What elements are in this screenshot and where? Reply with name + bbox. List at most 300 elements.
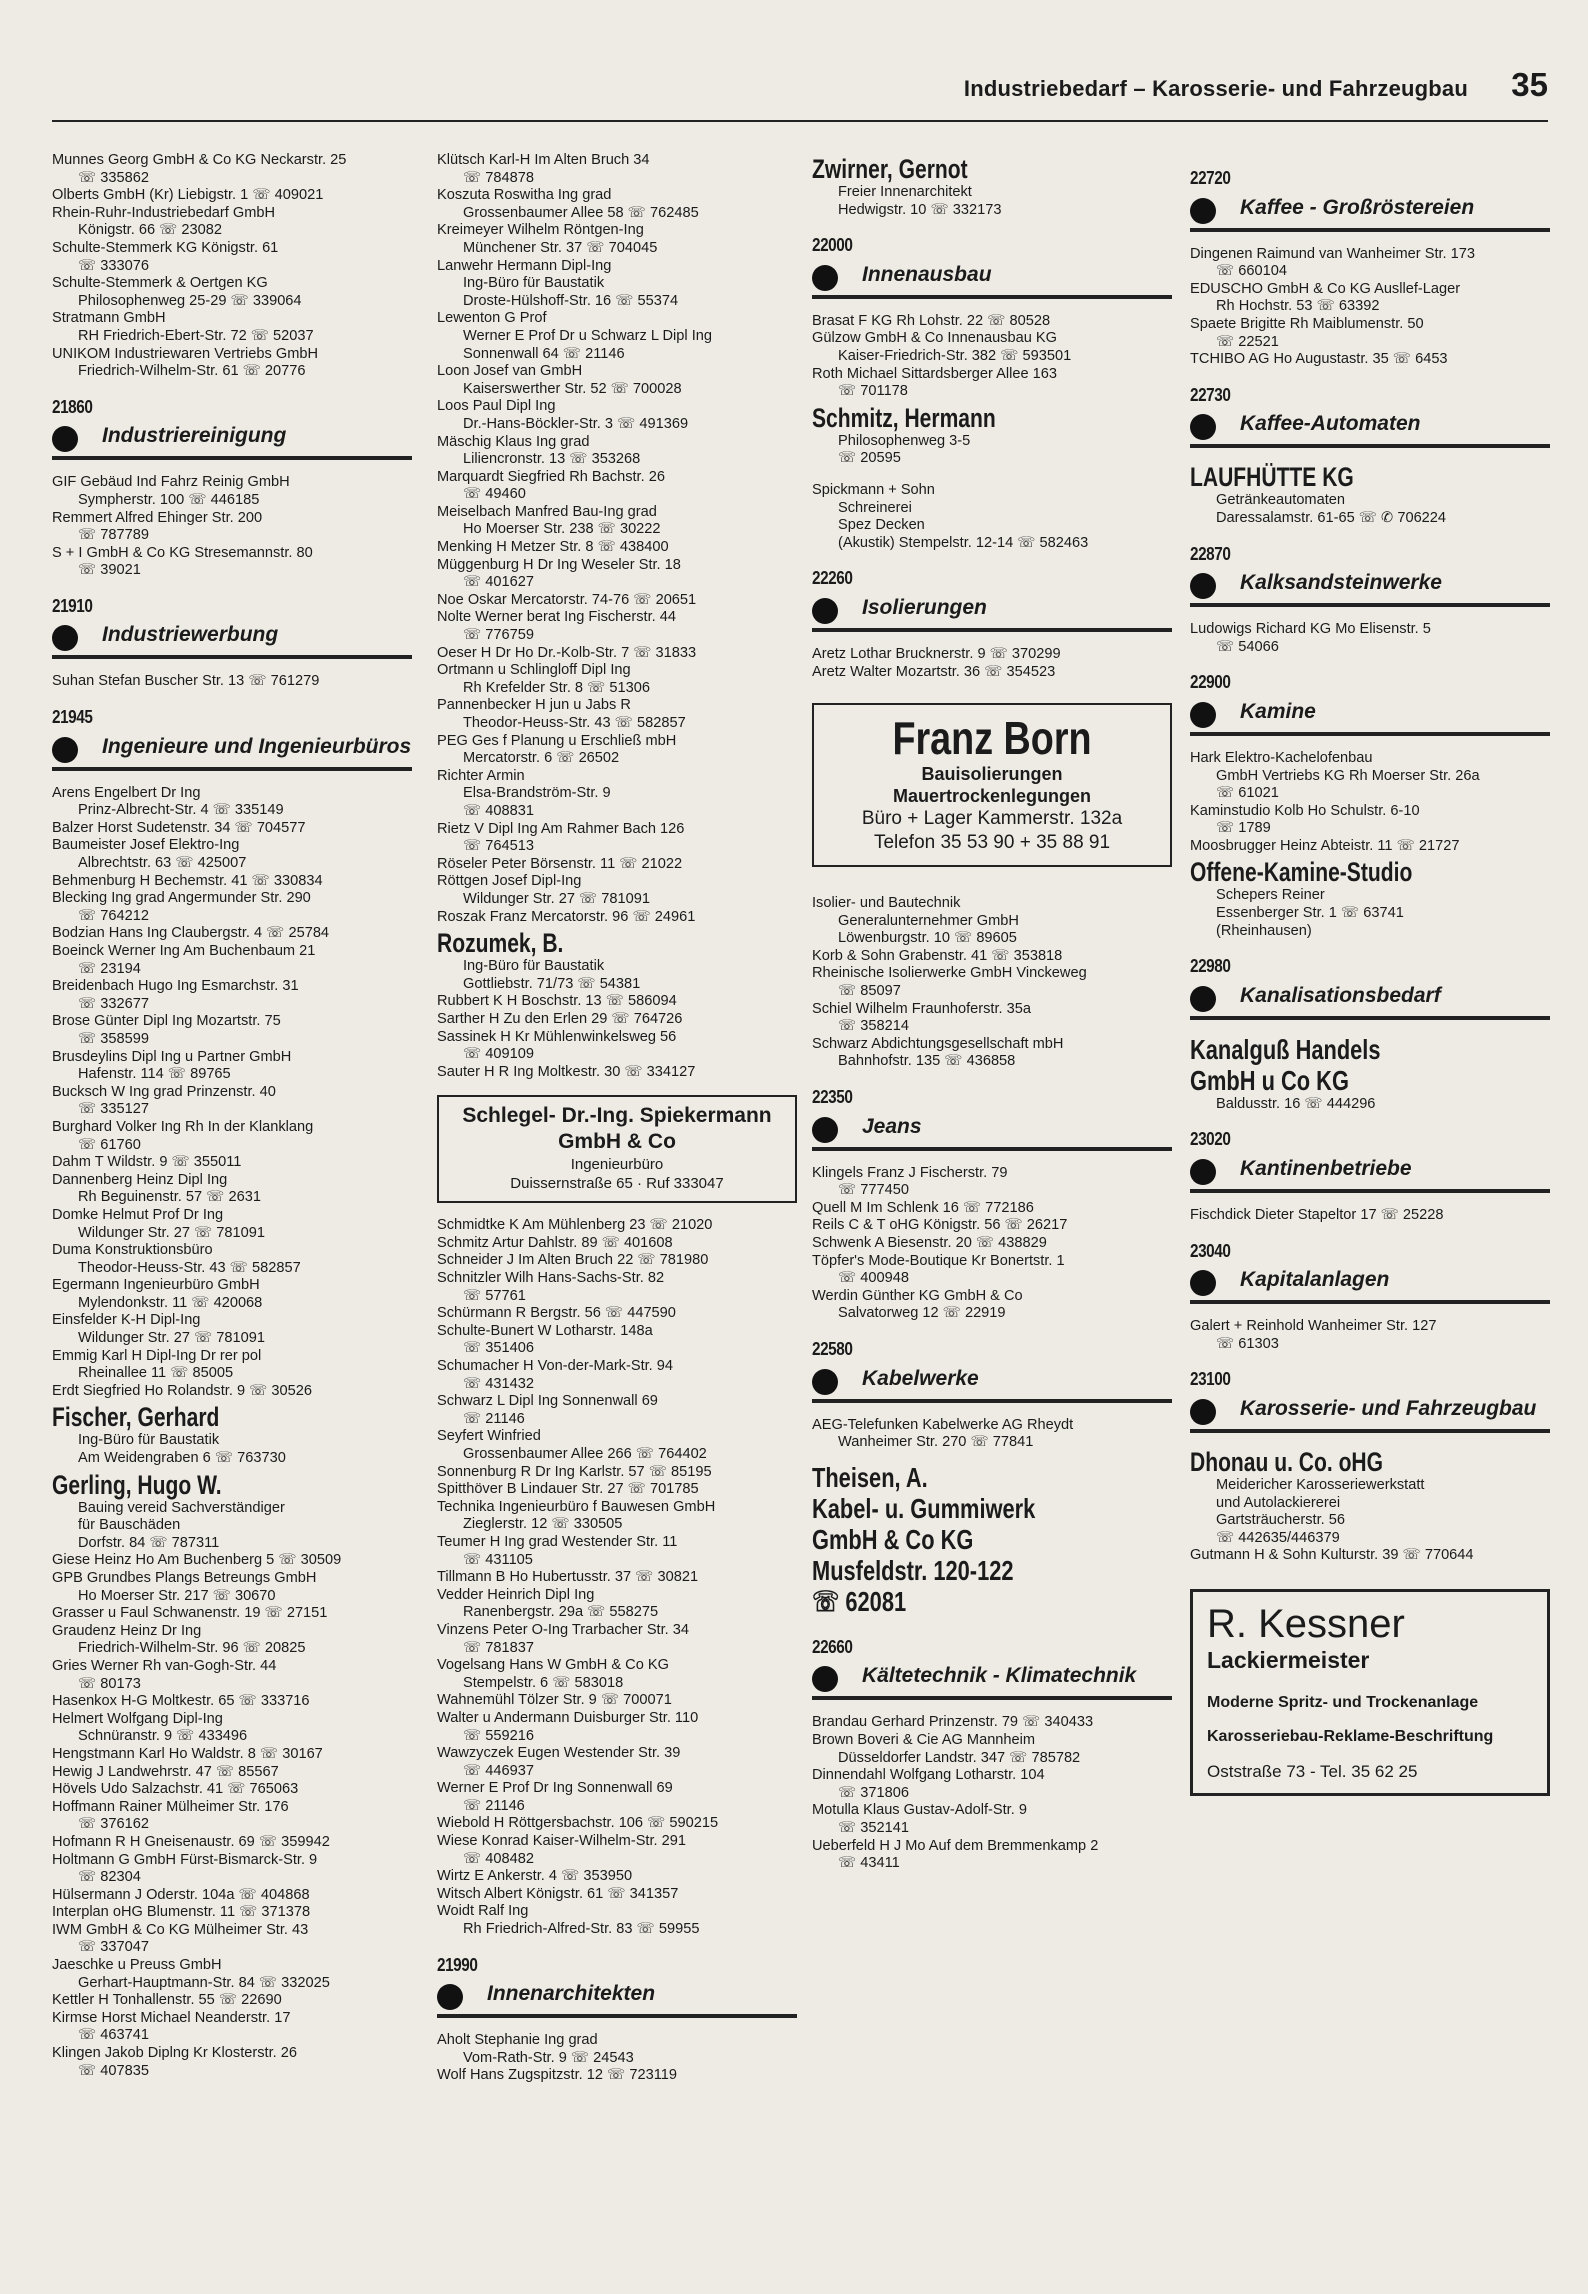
bullet-icon (812, 1666, 838, 1692)
directory-entry (812, 482, 1172, 552)
category-heading (52, 623, 412, 659)
entry-name: Bucksch W Ing grad Prinzenstr. 40 (52, 1083, 276, 1100)
directory-entry (52, 1312, 412, 1347)
spacer (812, 468, 1172, 482)
entry-detail: ☏ 23194 (78, 960, 141, 977)
ad-line: Schlegel- Dr.-Ing. Spiekermann (462, 1104, 772, 1128)
directory-entry (812, 1001, 1172, 1036)
entry-detail: Königstr. 66 ☏ 23082 (78, 222, 223, 239)
entry-name: Spaete Brigitte Rh Maiblumenstr. 50 (1190, 315, 1424, 332)
directory-entry (52, 1658, 412, 1693)
entry-name: Oeser H Dr Ho Dr.-Kolb-Str. 7 ☏ 31833 (437, 644, 697, 661)
entry-name: Graudenz Heinz Dr Ing (52, 1622, 202, 1639)
entry-detail: ☏ 22521 (1216, 333, 1279, 350)
category-code: 21990 (437, 1954, 478, 1975)
category-section (812, 237, 1172, 299)
directory-entry (437, 645, 797, 663)
directory-entry (52, 1693, 412, 1711)
entry-name: UNIKOM Industriewaren Vertriebs GmbH (52, 345, 319, 362)
directory-entry (1190, 838, 1550, 856)
directory-entry (437, 1569, 797, 1587)
directory-entry (52, 890, 412, 925)
entry-name: Schwarz Abdichtungsgesellschaft mbH (812, 1035, 1064, 1052)
category-heading (1190, 1268, 1550, 1304)
directory-entry (1190, 1207, 1550, 1225)
entry-detail: Salvatorweg 12 ☏ 22919 (838, 1305, 1006, 1322)
bullet-icon (52, 625, 78, 651)
entry-name: Breidenbach Hugo Ing Esmarchstr. 31 (52, 978, 299, 995)
entry-name: Klingen Jakob Diplng Kr Klosterstr. 26 (52, 2045, 297, 2062)
entry-name: Schürmann R Bergstr. 56 ☏ 447590 (437, 1305, 676, 1322)
directory-entry (437, 1534, 797, 1569)
entry-detail: Sonnenwall 64 ☏ 21146 (463, 345, 625, 362)
category-section (1190, 1240, 1550, 1305)
featured-entry (52, 1402, 412, 1467)
featured-entry (437, 928, 797, 993)
directory-entry (437, 222, 797, 257)
entry-detail: Stempelstr. 6 ☏ 583018 (463, 1674, 624, 1691)
entry-detail: ☏ 61760 (78, 1136, 141, 1153)
firm-line: Musfeldstr. 120-122 (812, 1554, 1014, 1586)
entry-detail: Zieglerstr. 12 ☏ 330505 (463, 1516, 623, 1533)
entry-name: Koszuta Roswitha Ing grad (437, 187, 612, 204)
featured-detail: und Autolackiererei (1216, 1494, 1341, 1511)
entry-detail: ☏ 408482 (463, 1850, 535, 1867)
featured-detail: Bauing vereid Sachverständiger (78, 1499, 285, 1516)
entry-detail: Gerhart-Hauptmann-Str. 84 ☏ 332025 (78, 1974, 330, 1991)
entry-name: Loos Paul Dipl Ing (437, 398, 556, 415)
directory-entry (52, 943, 412, 978)
entry-name: Brandau Gerhard Prinzenstr. 79 ☏ 340433 (812, 1714, 1094, 1731)
entry-detail: ☏ 787789 (78, 527, 150, 544)
entry-detail: Wildunger Str. 27 ☏ 781091 (78, 1330, 265, 1347)
directory-entry (1190, 246, 1550, 281)
directory-entry (812, 646, 1172, 664)
entry-name: Moosbrugger Heinz Abteistr. 11 ☏ 21727 (1190, 837, 1460, 854)
bullet-icon (1190, 1159, 1216, 1185)
entry-name: Sarther H Zu den Erlen 29 ☏ 764726 (437, 1010, 683, 1027)
directory-entry (437, 1323, 797, 1358)
entry-detail: ☏ 431432 (463, 1375, 535, 1392)
entry-name: Kreimeyer Wilhelm Röntgen-Ing (437, 222, 644, 239)
category-code: 22720 (1190, 168, 1231, 188)
directory-entry (437, 697, 797, 732)
directory-entry (812, 1767, 1172, 1802)
directory-entry (812, 1802, 1172, 1837)
entry-name: Hoffmann Rainer Mülheimer Str. 176 (52, 1798, 289, 1815)
bullet-icon (812, 1369, 838, 1395)
entry-name: Dahm T Wildstr. 9 ☏ 355011 (52, 1154, 242, 1171)
entry-name: Pannenbecker H jun u Jabs R (437, 697, 631, 714)
ad-line: Duissernstraße 65 · Ruf 333047 (510, 1175, 724, 1193)
ad-line: Karosseriebau-Reklame-Beschriftung (1207, 1727, 1494, 1745)
entry-detail: ☏ 85097 (838, 983, 901, 1000)
entry-detail: Grossenbaumer Allee 266 ☏ 764402 (463, 1446, 707, 1462)
directory-entry (437, 1815, 797, 1833)
category-code: 22660 (812, 1636, 853, 1657)
entry-name: Boeinck Werner Ing Am Buchenbaum 21 (52, 943, 316, 959)
category-code: 23100 (1190, 1369, 1231, 1390)
directory-entry (437, 1464, 797, 1482)
category-section (52, 396, 412, 461)
category-section (1190, 958, 1550, 1020)
directory-entry (812, 1714, 1172, 1732)
category-heading (1190, 196, 1550, 232)
entry-name: Richter Armin (437, 767, 525, 784)
directory-entry (437, 187, 797, 222)
directory-entry (437, 1710, 797, 1745)
directory-entry (52, 1904, 412, 1922)
category-label: Kältetechnik - Klimatechnik (862, 1664, 1137, 1688)
entry-detail: Prinz-Albrecht-Str. 4 ☏ 335149 (78, 802, 284, 819)
entry-detail: ☏ 371806 (838, 1784, 910, 1801)
entry-detail: ☏ 400948 (838, 1270, 910, 1287)
entry-detail: Münchener Str. 37 ☏ 704045 (463, 239, 658, 256)
page-number: 35 (1511, 66, 1548, 103)
entry-detail: Hafenstr. 114 ☏ 89765 (78, 1066, 231, 1083)
directory-entry (52, 1207, 412, 1242)
entry-detail: Elsa-Brandström-Str. 9 (463, 785, 611, 802)
entry-name: Noe Oskar Mercatorstr. 74-76 ☏ 20651 (437, 591, 697, 608)
ad-line: Bauisolierungen (921, 764, 1063, 785)
directory-entry (52, 1781, 412, 1799)
directory-entry (437, 993, 797, 1011)
entry-detail: (Akustik) Stempelstr. 12-14 ☏ 582463 (838, 534, 1089, 551)
category-label: Kantinenbetriebe (1240, 1157, 1412, 1181)
category-label: Isolierungen (862, 595, 987, 619)
directory-entry (52, 1887, 412, 1905)
entry-name: Blecking Ing grad Angermunder Str. 290 (52, 890, 311, 907)
category-code: 22000 (812, 235, 853, 256)
directory-entry (52, 785, 412, 820)
directory-entry (437, 1305, 797, 1323)
featured-firm (812, 1462, 1172, 1617)
directory-entry (437, 2032, 797, 2067)
entry-name: EDUSCHO GmbH & Co KG Ausllef-Lager (1190, 280, 1461, 297)
entry-name: Schiel Wilhelm Fraunhoferstr. 35a (812, 1000, 1031, 1017)
entry-detail: Schreinerei (838, 499, 912, 516)
entry-detail: Rh Beguinenstr. 57 ☏ 2631 (78, 1189, 261, 1206)
entry-detail: ☏ 764513 (463, 838, 535, 855)
entry-detail: GmbH Vertriebs KG Rh Moerser Str. 26a (1216, 767, 1480, 784)
entry-name: Olberts GmbH (Kr) Liebigstr. 1 ☏ 409021 (52, 187, 324, 204)
featured-name: Fischer, Gerhard (52, 1402, 220, 1433)
entry-detail: Mercatorstr. 6 ☏ 26502 (463, 750, 620, 767)
ad-line: Büro + Lager Kammerstr. 132a (861, 808, 1123, 830)
entry-name: Dinnendahl Wolfgang Lotharstr. 104 (812, 1767, 1045, 1784)
featured-name: Schmitz, Hermann (812, 402, 996, 433)
entry-name: Domke Helmut Prof Dr Ing (52, 1206, 224, 1223)
directory-entry (437, 1064, 797, 1082)
bullet-icon (437, 1984, 463, 2010)
entry-detail: ☏ 54066 (1216, 638, 1279, 655)
directory-entry (812, 1036, 1172, 1071)
entry-name: Menking H Metzer Str. 8 ☏ 438400 (437, 539, 669, 556)
directory-entry (437, 398, 797, 433)
directory-entry (1190, 351, 1550, 369)
directory-entry (437, 821, 797, 856)
firm-detail: Baldusstr. 16 ☏ 444296 (1216, 1095, 1376, 1112)
featured-detail: Freier Innenarchitekt (838, 184, 972, 200)
entry-detail: Droste-Hülshoff-Str. 16 ☏ 55374 (463, 292, 679, 309)
entry-name: Giese Heinz Ho Am Buchenberg 5 ☏ 30509 (52, 1552, 342, 1569)
directory-entry (52, 2045, 412, 2080)
directory-entry (437, 557, 797, 592)
category-code: 22980 (1190, 956, 1231, 977)
category-label: Industriewerbung (102, 623, 279, 647)
category-label: Jeans (862, 1114, 922, 1138)
directory-entry (52, 1084, 412, 1119)
bullet-icon (1190, 702, 1216, 728)
category-code: 22870 (1190, 543, 1231, 564)
entry-detail: Rheinallee 11 ☏ 85005 (78, 1365, 234, 1382)
directory-entry (437, 1868, 797, 1886)
entry-detail: Ranenbergstr. 29a ☏ 558275 (463, 1604, 659, 1621)
entry-name: Wiese Konrad Kaiser-Wilhelm-Str. 291 (437, 1833, 686, 1850)
directory-entry (1190, 621, 1550, 656)
category-section (1190, 384, 1550, 449)
category-section (1190, 1131, 1550, 1193)
directory-entry (437, 469, 797, 504)
featured-entry (52, 1470, 412, 1553)
advertisement-franz-born (812, 703, 1172, 867)
entry-name: Munnes Georg GmbH & Co KG Neckarstr. 25 (52, 152, 347, 168)
entry-name: Aholt Stephanie Ing grad (437, 2032, 598, 2049)
entry-name: Schwenk A Biesenstr. 20 ☏ 438829 (812, 1235, 1047, 1251)
category-heading (1190, 1157, 1550, 1193)
bullet-icon (812, 1117, 838, 1143)
entry-detail: Generalunternehmer GmbH (838, 912, 1019, 929)
entry-name: TCHIBO AG Ho Augustastr. 35 ☏ 6453 (1190, 351, 1448, 368)
entry-detail: ☏ 559216 (463, 1727, 535, 1744)
entry-name: Interplan oHG Blumenstr. 11 ☏ 371378 (52, 1904, 311, 1921)
entry-detail: Rh Krefelder Str. 8 ☏ 51306 (463, 679, 650, 696)
category-section (52, 709, 412, 771)
entry-name: Remmert Alfred Ehinger Str. 200 (52, 509, 263, 526)
category-code: 23020 (1190, 1129, 1231, 1150)
entry-name: Röseler Peter Börsenstr. 11 ☏ 21022 (437, 855, 683, 872)
entry-detail: Ho Moerser Str. 238 ☏ 30222 (463, 521, 661, 538)
directory-entry (52, 673, 412, 691)
entry-name: Lanwehr Hermann Dipl-Ing (437, 257, 612, 274)
directory-entry (52, 310, 412, 345)
directory-entry (437, 1393, 797, 1428)
category-code: 21945 (52, 707, 93, 728)
entry-detail: Wanheimer Str. 270 ☏ 77841 (838, 1434, 1034, 1451)
ad-line: Moderne Spritz- und Trockenanlage (1207, 1693, 1479, 1711)
bullet-icon (52, 737, 78, 763)
entry-name: Dannenberg Heinz Dipl Ing (52, 1171, 228, 1188)
column-4 (1190, 152, 1550, 1810)
entry-name: Vogelsang Hans W GmbH & Co KG (437, 1657, 669, 1674)
category-code: 22730 (1190, 384, 1231, 405)
ad-line: R. Kessner (1207, 1601, 1405, 1646)
entry-name: Seyfert Winfried (437, 1428, 541, 1445)
featured-detail: (Rheinhausen) (1216, 922, 1312, 939)
directory-entry (437, 1011, 797, 1029)
featured-entry (812, 403, 1172, 468)
firm-line: GmbH u Co KG (1190, 1064, 1349, 1096)
entry-name: Schwarz L Dipl Ing Sonnenwall 69 (437, 1393, 658, 1410)
entry-name: PEG Ges f Planung u Erschließ mbH (437, 732, 677, 749)
entry-name: Egermann Ingenieurbüro GmbH (52, 1277, 260, 1294)
category-section (1190, 1371, 1550, 1433)
entry-name: Nolte Werner berat Ing Fischerstr. 44 (437, 609, 677, 626)
category-section (437, 1954, 797, 2019)
category-section (812, 1089, 1172, 1151)
category-section (52, 595, 412, 660)
category-label: Kabelwerke (862, 1366, 979, 1390)
entry-name: Galert + Reinhold Wanheimer Str. 127 (1190, 1318, 1437, 1335)
entry-detail: ☏ 407835 (78, 2062, 150, 2079)
category-section (1190, 674, 1550, 736)
directory-entry (812, 1838, 1172, 1873)
directory-entry (812, 1200, 1172, 1218)
directory-entry (52, 820, 412, 838)
directory-entry (52, 545, 412, 580)
bullet-icon (812, 598, 838, 624)
category-heading (1190, 1397, 1550, 1433)
directory-entry (52, 1570, 412, 1605)
category-code: 22900 (1190, 672, 1231, 693)
ad-line: Franz Born (892, 712, 1092, 765)
entry-name: AEG-Telefunken Kabelwerke AG Rheydt (812, 1416, 1074, 1433)
entry-name: Hark Elektro-Kachelofenbau (1190, 749, 1373, 766)
entry-name: IWM GmbH & Co KG Mülheimer Str. 43 (52, 1921, 309, 1938)
entry-name: Vedder Heinrich Dipl Ing (437, 1586, 595, 1603)
entry-name: Aretz Lothar Brucknerstr. 9 ☏ 370299 (812, 645, 1061, 662)
entry-name: Meiselbach Manfred Bau-Ing grad (437, 503, 657, 520)
entry-detail: Vom-Rath-Str. 9 ☏ 24543 (463, 2049, 634, 2066)
entry-detail: ☏ 776759 (463, 627, 535, 644)
directory-entry (437, 1780, 797, 1815)
entry-name: Duma Konstruktionsbüro (52, 1242, 213, 1259)
ad-line: Oststraße 73 - Tel. 35 62 25 (1207, 1762, 1418, 1782)
directory-entry (812, 1732, 1172, 1767)
category-heading (1190, 412, 1550, 448)
featured-detail: Am Weidengraben 6 ☏ 763730 (78, 1450, 286, 1467)
featured-firm (1190, 1034, 1550, 1114)
directory-entry (52, 873, 412, 891)
firm-line: Kabel- u. Gummiwerk (812, 1492, 1036, 1524)
entry-detail: ☏ 335127 (78, 1101, 150, 1118)
directory-entry (1190, 750, 1550, 803)
running-title: Industriebedarf – Karosserie- und Fahrzeugbau (963, 76, 1468, 101)
entry-name: Balzer Horst Sudetenstr. 34 ☏ 704577 (52, 819, 306, 836)
entry-name: Roszak Franz Mercatorstr. 96 ☏ 24961 (437, 908, 696, 925)
bullet-icon (1190, 1399, 1216, 1425)
entry-name: Marquardt Siegfried Rh Bachstr. 26 (437, 468, 665, 485)
entry-detail: Grossenbaumer Allee 58 ☏ 762485 (463, 204, 699, 221)
directory-entry (812, 1288, 1172, 1323)
page-header (52, 62, 1548, 122)
entry-detail: ☏ 39021 (78, 562, 141, 579)
entry-name: Kettler H Tonhallenstr. 55 ☏ 22690 (52, 1992, 282, 2009)
entry-name: Wolf Hans Zugspitzstr. 12 ☏ 723119 (437, 2067, 677, 2084)
directory-entry (812, 313, 1172, 331)
entry-detail: ☏ 781837 (463, 1639, 535, 1656)
directory-entry (812, 1417, 1172, 1452)
directory-entry (52, 1605, 412, 1623)
entry-name: Hülsermann J Oderstr. 104a ☏ 404868 (52, 1886, 310, 1903)
directory-entry (437, 1745, 797, 1780)
entry-name: Ludowigs Richard KG Mo Elisenstr. 5 (1190, 621, 1431, 638)
featured-detail: für Bauschäden (78, 1517, 181, 1534)
directory-entry (437, 1886, 797, 1904)
entry-name: Sassinek H Kr Mühlenwinkelsweg 56 (437, 1028, 677, 1045)
entry-detail: Löwenburgstr. 10 ☏ 89605 (838, 930, 1017, 947)
entry-detail: Friedrich-Wilhelm-Str. 96 ☏ 20825 (78, 1640, 306, 1657)
directory-entry (52, 1552, 412, 1570)
directory-entry (437, 1499, 797, 1534)
entry-name: Vinzens Peter O-Ing Trarbacher Str. 34 (437, 1621, 690, 1638)
entry-name: Fischdick Dieter Stapeltor 17 ☏ 25228 (1190, 1207, 1444, 1224)
entry-name: Arens Engelbert Dr Ing (52, 784, 201, 801)
entry-detail: ☏ 777450 (838, 1182, 910, 1199)
featured-detail: ☏ 20595 (838, 450, 901, 467)
entry-name: Gutmann H & Sohn Kulturstr. 39 ☏ 770644 (1190, 1547, 1474, 1564)
entry-name: Werdin Günther KG GmbH & Co (812, 1287, 1023, 1304)
entry-name: Dingenen Raimund van Wanheimer Str. 173 (1190, 245, 1476, 262)
featured-name: Dhonau u. Co. oHG (1190, 1447, 1384, 1477)
entry-name: Roth Michael Sittardsberger Allee 163 (812, 365, 1057, 382)
entry-detail: Kaiser-Friedrich-Str. 382 ☏ 593501 (838, 347, 1072, 364)
entry-detail: ☏ 43411 (838, 1855, 900, 1872)
entry-detail: Albrechtstr. 63 ☏ 425007 (78, 855, 247, 872)
entry-name: Rheinische Isolierwerke GmbH Vinckeweg (812, 965, 1087, 982)
entry-name: Mäschig Klaus Ing grad (437, 433, 590, 450)
directory-entry (1190, 281, 1550, 316)
entry-detail: ☏ 358214 (838, 1018, 910, 1035)
entry-detail: ☏ 49460 (463, 486, 526, 503)
directory-entry (437, 310, 797, 363)
featured-detail: Gottliebstr. 71/73 ☏ 54381 (463, 975, 641, 992)
entry-detail: ☏ 335862 (78, 169, 150, 186)
directory-entry (437, 1428, 797, 1463)
entry-name: Kirmse Horst Michael Neanderstr. 17 (52, 2009, 291, 2026)
featured-detail: Dorfstr. 84 ☏ 787311 (78, 1534, 220, 1551)
bullet-icon (1190, 986, 1216, 1012)
directory-entry (1190, 803, 1550, 838)
entry-name: Einsfelder K-H Dipl-Ing (52, 1312, 201, 1329)
entry-name: Wirtz E Ankerstr. 4 ☏ 353950 (437, 1868, 633, 1885)
category-heading (437, 1982, 797, 2018)
directory-entry (52, 152, 412, 187)
entry-name: Kaminstudio Kolb Ho Schulstr. 6-10 (1190, 802, 1420, 819)
column-3 (812, 152, 1172, 1873)
directory-entry (52, 474, 412, 509)
bullet-icon (1190, 1270, 1216, 1296)
featured-detail: Hedwigstr. 10 ☏ 332173 (838, 201, 1002, 218)
entry-detail: ☏ 61303 (1216, 1335, 1279, 1352)
entry-detail: RH Friedrich-Ebert-Str. 72 ☏ 52037 (78, 327, 314, 344)
directory-entry (437, 909, 797, 927)
entry-name: Rhein-Ruhr-Industriebedarf GmbH (52, 204, 276, 221)
entry-name: Schumacher H Von-der-Mark-Str. 94 (437, 1358, 674, 1375)
entry-name: Emmig Karl H Dipl-Ing Dr rer pol (52, 1347, 262, 1364)
directory-entry (52, 1242, 412, 1277)
entry-detail: ☏ 337047 (78, 1939, 150, 1956)
entry-name: Wiebold H Röttgersbachstr. 106 ☏ 590215 (437, 1815, 719, 1832)
directory-entry (52, 978, 412, 1013)
directory-entry (437, 1833, 797, 1868)
ad-line: Lackiermeister (1207, 1646, 1370, 1673)
category-heading (1190, 984, 1550, 1020)
entry-detail: Rh Hochstr. 53 ☏ 63392 (1216, 298, 1380, 315)
featured-detail: Gartsträucherstr. 56 (1216, 1512, 1345, 1529)
featured-detail: Getränkeautomaten (1216, 492, 1345, 509)
category-heading (52, 735, 412, 771)
